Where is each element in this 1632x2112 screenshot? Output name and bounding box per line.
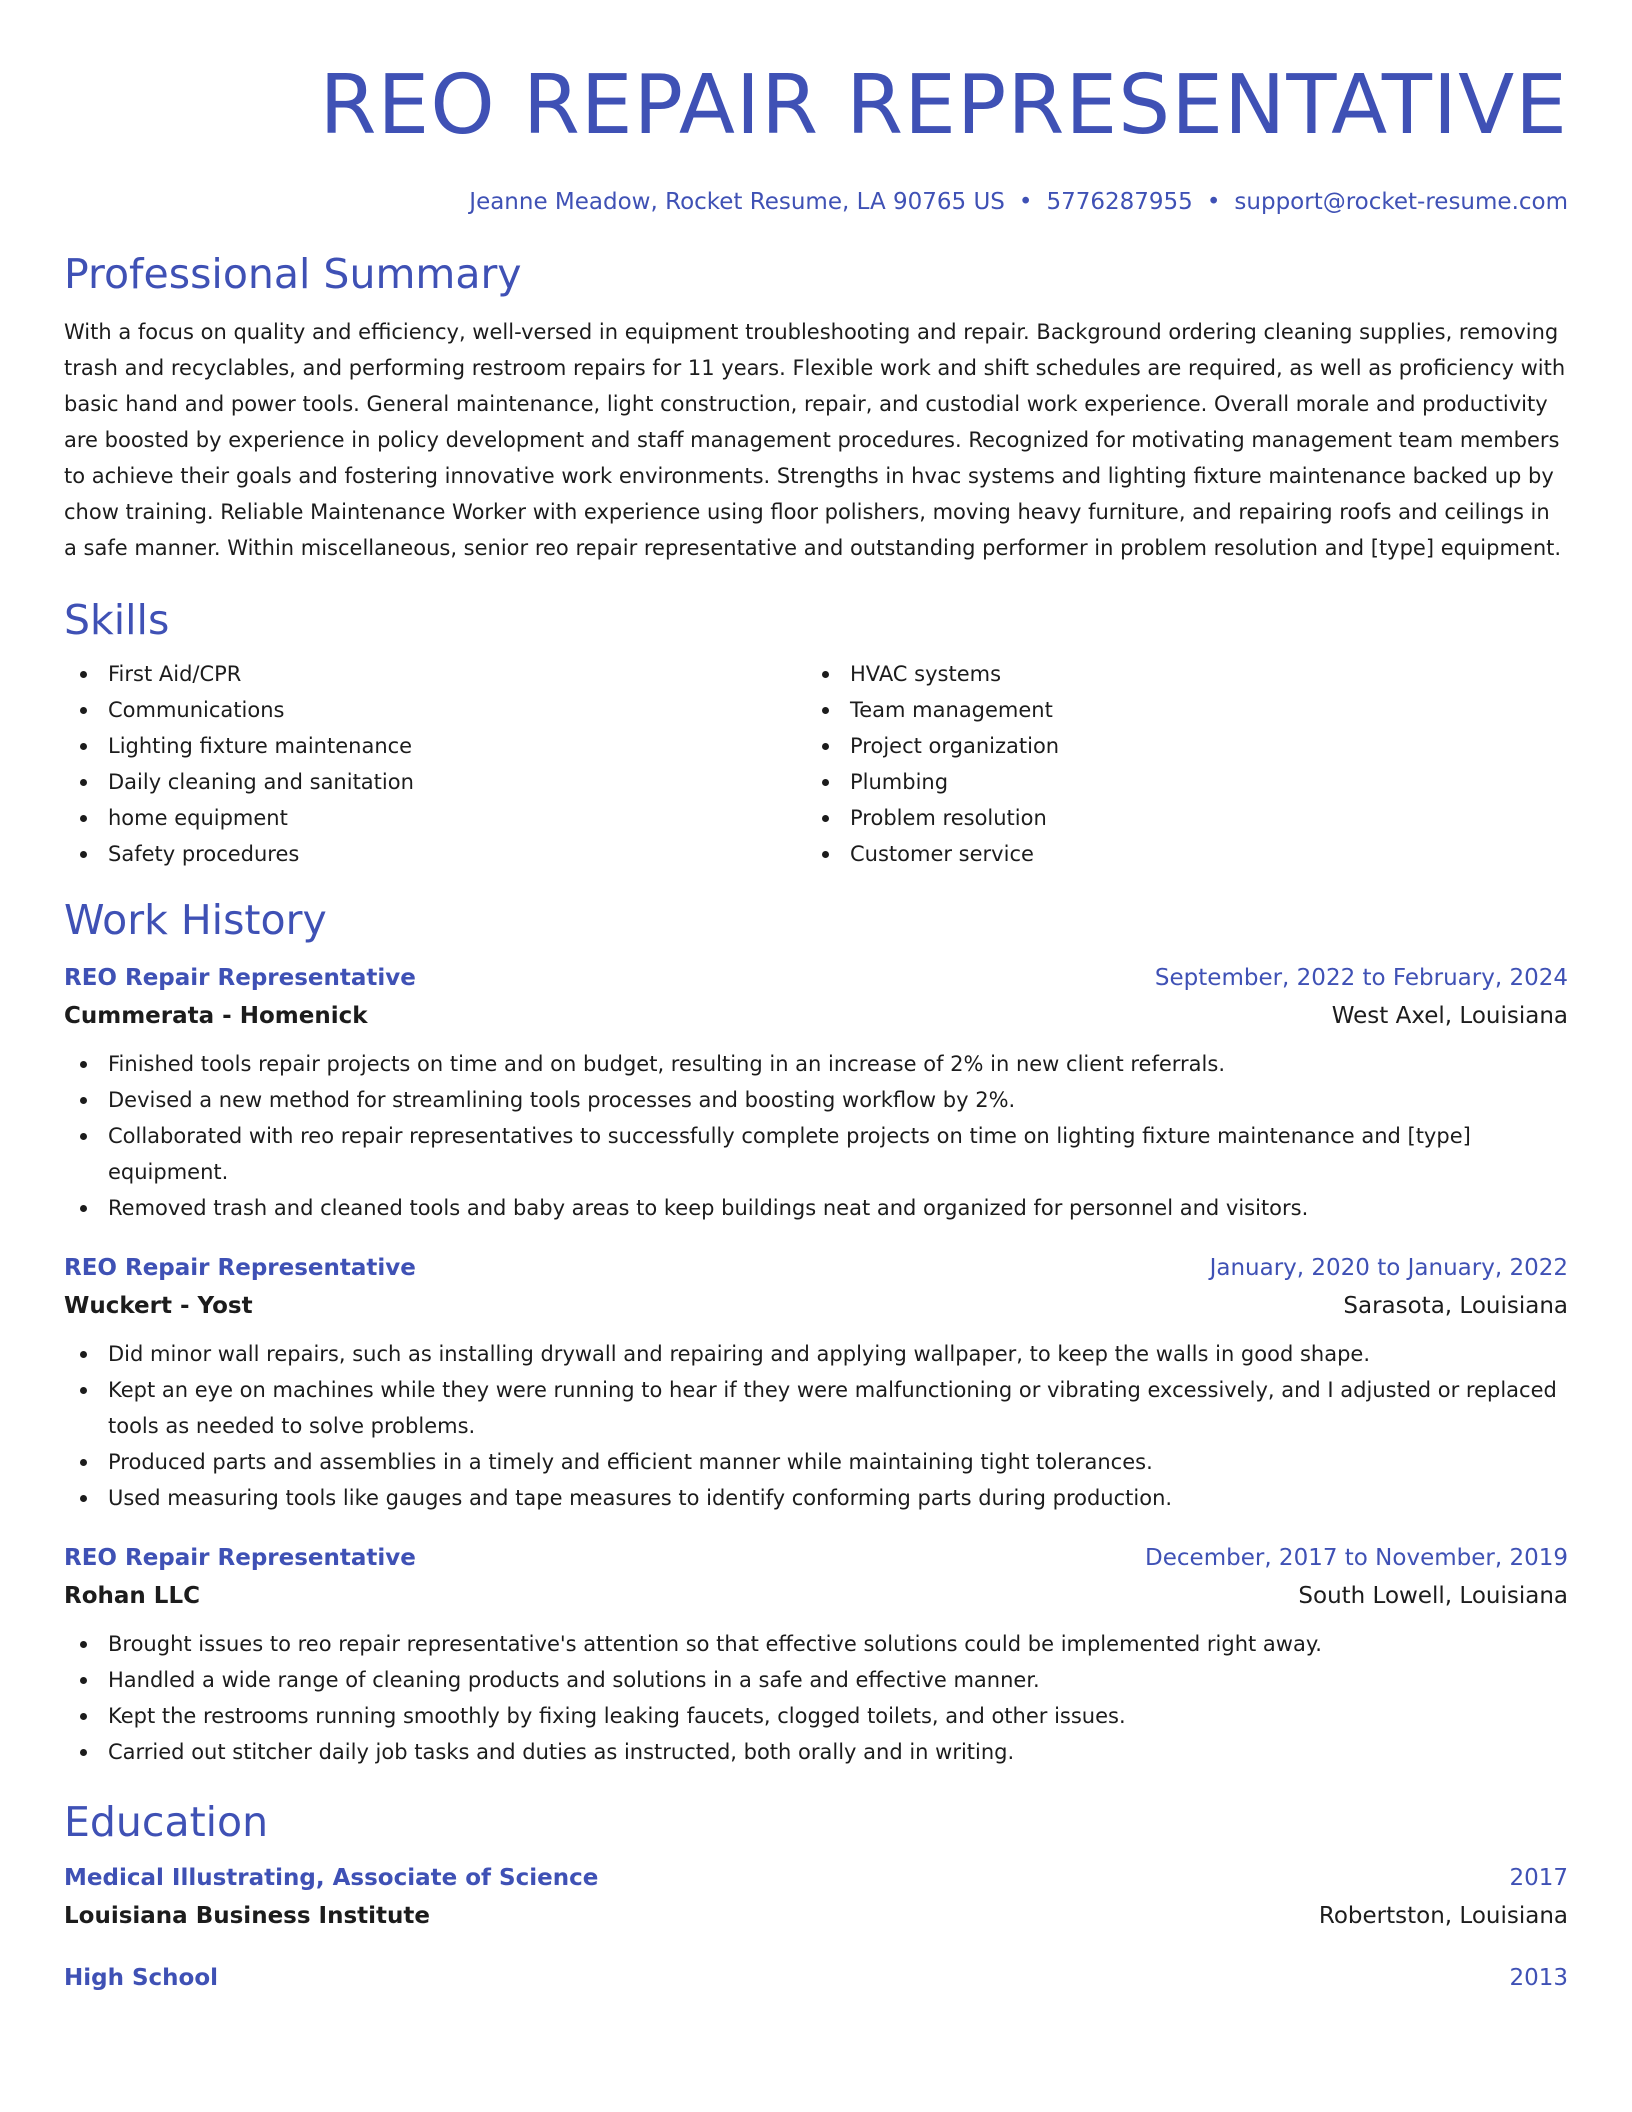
skill-item: Plumbing bbox=[806, 764, 1548, 800]
job-bullet: Finished tools repair projects on time and on budget, resulting in an increase of 2% in new client referrals. bbox=[64, 1046, 1568, 1082]
job-entry bbox=[64, 1540, 1568, 1770]
skill-item: Communications bbox=[64, 692, 806, 728]
job-header bbox=[64, 1250, 1568, 1286]
skill-item: HVAC systems bbox=[806, 656, 1548, 692]
job-subheader bbox=[64, 996, 1568, 1036]
contact-separator: • bbox=[1018, 189, 1033, 215]
job-company: Cummerata - Homenick bbox=[64, 1003, 368, 1029]
education-degree: Medical Illustrating, Associate of Science bbox=[64, 1865, 599, 1891]
job-location: South Lowell, Louisiana bbox=[1298, 1583, 1568, 1609]
job-entry bbox=[64, 1250, 1568, 1516]
skill-item: Problem resolution bbox=[806, 800, 1548, 836]
job-bullet: Used measuring tools like gauges and tape measures to identify conforming parts during production. bbox=[64, 1480, 1568, 1516]
job-bullet: Removed trash and cleaned tools and baby areas to keep buildings neat and organized for personnel and visitors. bbox=[64, 1190, 1568, 1226]
education-year: 2013 bbox=[1509, 1965, 1568, 1991]
job-bullet: Brought issues to reo repair representative's attention so that effective solutions could be implemented right away. bbox=[64, 1626, 1568, 1662]
contact-separator: • bbox=[1206, 189, 1221, 215]
education-year: 2017 bbox=[1509, 1865, 1568, 1891]
job-bullets bbox=[64, 1336, 1568, 1516]
contact-email: support@rocket-resume.com bbox=[1234, 189, 1568, 215]
job-company: Wuckert - Yost bbox=[64, 1293, 253, 1319]
education-header bbox=[64, 1960, 1568, 1996]
job-bullet: Handled a wide range of cleaning products and solutions in a safe and effective manner. bbox=[64, 1662, 1568, 1698]
education-entry bbox=[64, 1960, 1568, 1996]
job-title: REO Repair Representative bbox=[64, 1545, 416, 1571]
skill-item: Team management bbox=[806, 692, 1548, 728]
job-header bbox=[64, 1540, 1568, 1576]
job-dates: January, 2020 to January, 2022 bbox=[1209, 1255, 1568, 1281]
job-bullet: Kept the restrooms running smoothly by fixing leaking faucets, clogged toilets, and other issues. bbox=[64, 1698, 1568, 1734]
job-entry bbox=[64, 960, 1568, 1226]
skill-item: Project organization bbox=[806, 728, 1548, 764]
resume-page bbox=[64, 0, 1568, 1996]
summary-text: With a focus on quality and efficiency, well-versed in equipment troubleshooting and repair. Background ordering cleaning supplies, removing trash and recyclables, and performing restroom repairs for 11 years. Flexible work and shift schedules are required, as well as proficiency with basic hand and power tools. General maintenance, light construction, repair, and custodial work experience. Overall morale and productivity are boosted by experience in policy development and staff management procedures. Recognized for motivating management team members to achieve their goals and fostering innovative work environments. Strengths in hvac systems and lighting fixture maintenance backed up by chow training. Reliable Maintenance Worker with experience using floor polishers, moving heavy furniture, and repairing roofs and ceilings in a safe manner. Within miscellaneous, senior reo repair representative and outstanding performer in problem resolution and [type] equipment. bbox=[64, 320, 1566, 560]
resume-title: REO REPAIR REPRESENTATIVE bbox=[319, 58, 1568, 153]
education-school: Louisiana Business Institute bbox=[64, 1903, 431, 1929]
education-header bbox=[64, 1860, 1568, 1896]
skills-column-right bbox=[806, 656, 1548, 872]
skill-item: Customer service bbox=[806, 836, 1548, 872]
education-heading: Education bbox=[64, 1798, 269, 1846]
skills-heading: Skills bbox=[64, 596, 170, 644]
skill-item: First Aid/CPR bbox=[64, 656, 806, 692]
job-bullet: Did minor wall repairs, such as installing drywall and repairing and applying wallpaper, to keep the walls in good shape. bbox=[64, 1336, 1568, 1372]
job-dates: December, 2017 to November, 2019 bbox=[1145, 1545, 1568, 1571]
job-subheader bbox=[64, 1286, 1568, 1326]
education-location: Robertston, Louisiana bbox=[1318, 1903, 1568, 1929]
education-degree: High School bbox=[64, 1965, 219, 1991]
skill-item: Safety procedures bbox=[64, 836, 806, 872]
skill-item: Daily cleaning and sanitation bbox=[64, 764, 806, 800]
job-dates: September, 2022 to February, 2024 bbox=[1154, 965, 1568, 991]
education-entry bbox=[64, 1860, 1568, 1936]
job-location: West Axel, Louisiana bbox=[1331, 1003, 1568, 1029]
job-bullet: Kept an eye on machines while they were running to hear if they were malfunctioning or vibrating excessively, and I adjusted or replaced tools as needed to solve problems. bbox=[64, 1372, 1568, 1444]
contact-address: Jeanne Meadow, Rocket Resume, LA 90765 US bbox=[469, 189, 1005, 215]
job-company: Rohan LLC bbox=[64, 1583, 200, 1609]
skill-item: home equipment bbox=[64, 800, 806, 836]
job-bullets bbox=[64, 1046, 1568, 1226]
summary-heading: Professional Summary bbox=[64, 250, 522, 298]
job-bullets bbox=[64, 1626, 1568, 1770]
contact-line bbox=[64, 186, 1568, 218]
contact-phone: 5776287955 bbox=[1046, 189, 1193, 215]
work-history-heading: Work History bbox=[64, 896, 327, 944]
job-bullet: Devised a new method for streamlining tools processes and boosting workflow by 2%. bbox=[64, 1082, 1568, 1118]
skills-grid bbox=[64, 656, 1568, 872]
skill-item: Lighting fixture maintenance bbox=[64, 728, 806, 764]
job-header bbox=[64, 960, 1568, 996]
job-title: REO Repair Representative bbox=[64, 965, 416, 991]
job-bullet: Collaborated with reo repair representatives to successfully complete projects on time on lighting fixture maintenance and [type] equipment. bbox=[64, 1118, 1568, 1190]
skills-column-left bbox=[64, 656, 806, 872]
job-title: REO Repair Representative bbox=[64, 1255, 416, 1281]
job-location: Sarasota, Louisiana bbox=[1343, 1293, 1568, 1319]
job-subheader bbox=[64, 1576, 1568, 1616]
education-subheader bbox=[64, 1896, 1568, 1936]
job-bullet: Carried out stitcher daily job tasks and duties as instructed, both orally and in writing. bbox=[64, 1734, 1568, 1770]
job-bullet: Produced parts and assemblies in a timely and efficient manner while maintaining tight tolerances. bbox=[64, 1444, 1568, 1480]
